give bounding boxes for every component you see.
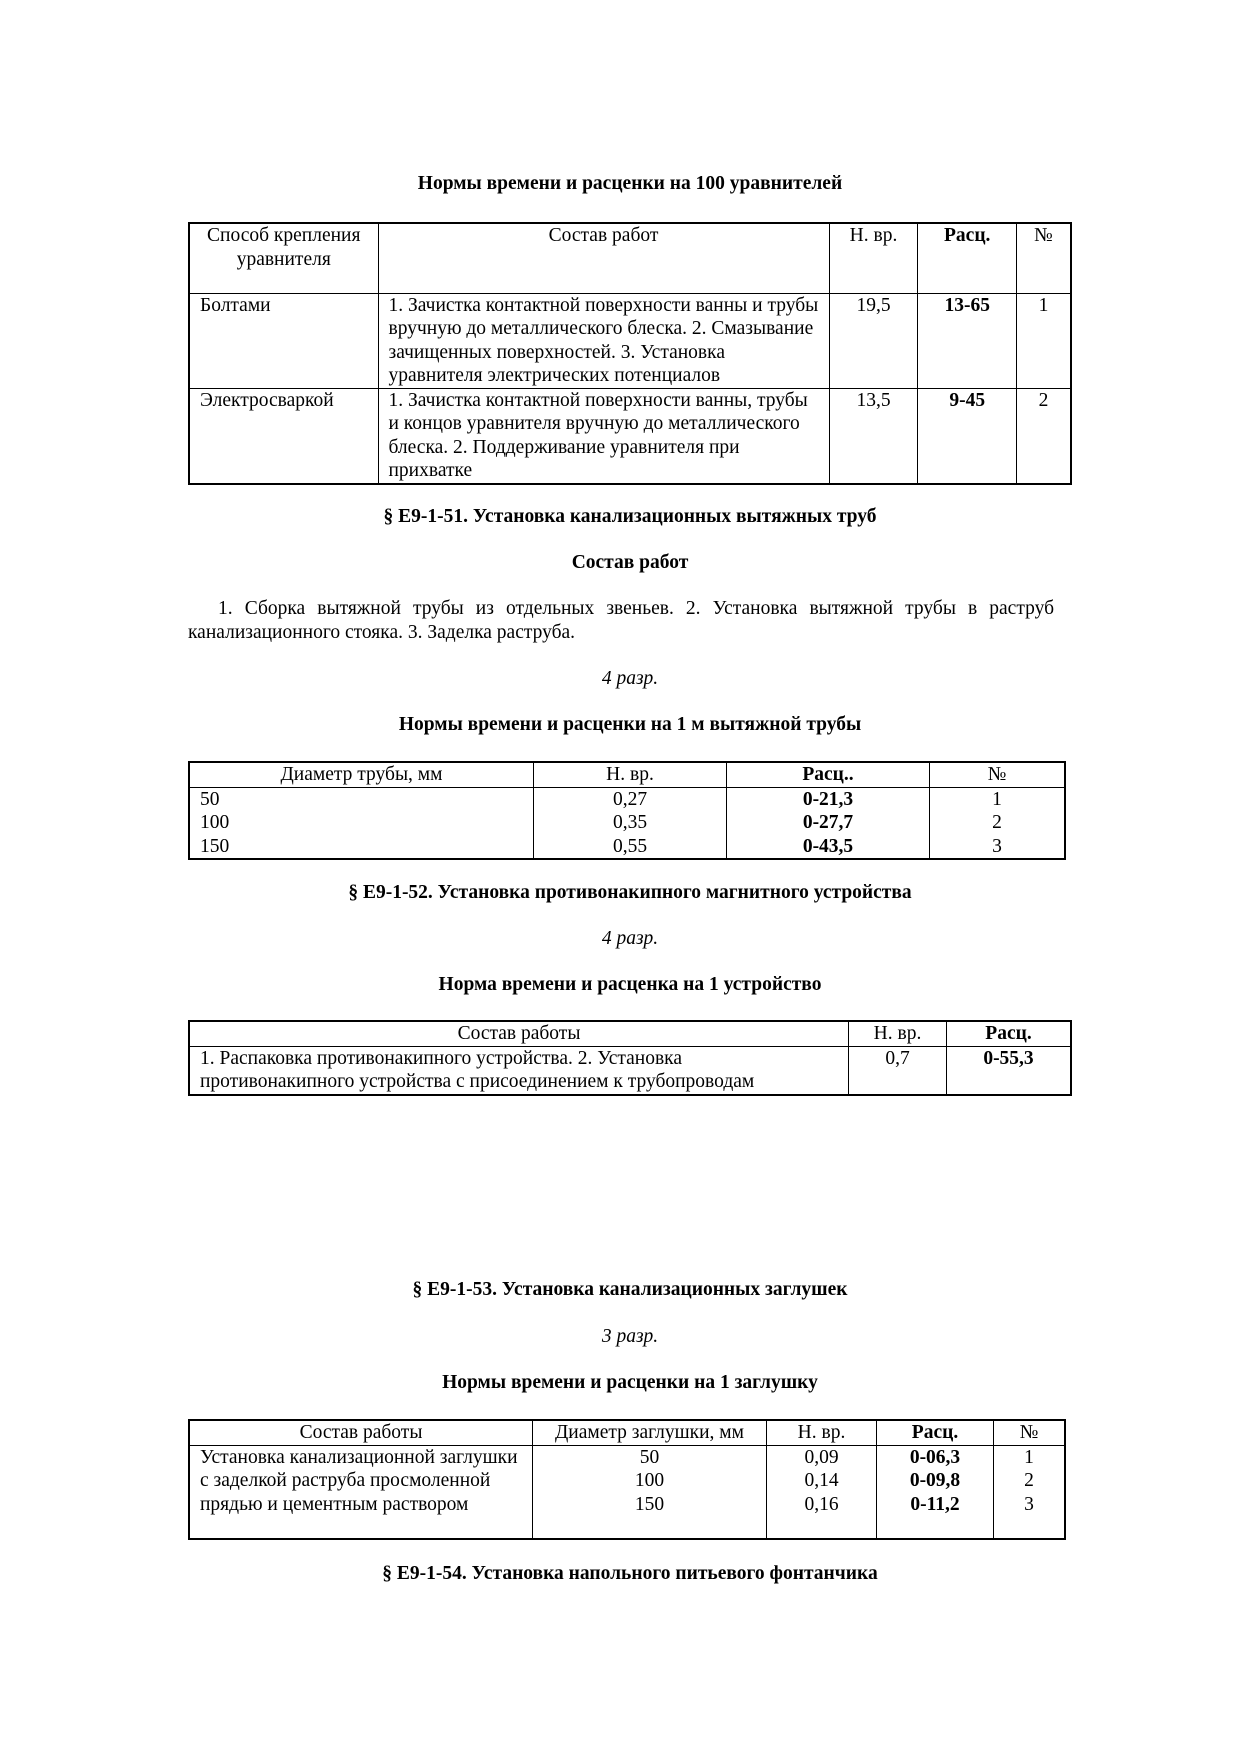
cell-norm: 0,35 [534, 811, 727, 835]
table-row [189, 1445, 1065, 1539]
header-no: № [994, 1420, 1066, 1445]
table-row [189, 811, 1065, 835]
header-norm: Н. вр. [849, 1021, 947, 1046]
cell-norm: 13,5 [829, 388, 918, 484]
no-value: 3 [1024, 1493, 1034, 1515]
header-work: Состав работы [189, 1420, 533, 1445]
cell-no: 1 [930, 787, 1066, 811]
table-row [189, 293, 1071, 388]
header-rate: Расц. [877, 1420, 994, 1445]
header-norm: Н. вр. [534, 762, 727, 787]
table-header-row [189, 762, 1065, 787]
cell-diameters [533, 1445, 767, 1539]
plugs-table [188, 1419, 1066, 1540]
table-header-row [189, 1021, 1071, 1046]
section-heading-54: § Е9-1-54. Установка напольного питьевого фонтанчика [382, 1563, 878, 1584]
no-value: 1 [1024, 1446, 1034, 1468]
cell-work: 1. Зачистка контактной поверхности ванны и трубы вручную до металлического блеска. 2. Смазывание зачищенных поверхностей. 3. Установка уравнителя электрических потенциалов [378, 293, 829, 388]
diameter-value: 100 [634, 1470, 665, 1491]
cell-no: 2 [930, 811, 1066, 835]
cell-rates [877, 1445, 994, 1539]
diameter-value: 50 [639, 1446, 660, 1468]
header-rate: Расц. [947, 1021, 1072, 1046]
header-norm: Н. вр. [767, 1420, 877, 1445]
cell-rate: 0-21,3 [727, 787, 930, 811]
header-no: № [1016, 223, 1071, 293]
cell-no: 2 [1016, 388, 1071, 484]
cell-norm: 19,5 [829, 293, 918, 388]
table-row [189, 1046, 1071, 1095]
rate-value: 0-09,8 [909, 1470, 961, 1491]
rate-value: 0-11,2 [910, 1493, 960, 1515]
cell-diameter: 100 [189, 811, 534, 835]
table-header-row [189, 1420, 1065, 1445]
diameter-value: 150 [634, 1493, 665, 1515]
cell-norm: 0,7 [849, 1046, 947, 1095]
device-table [188, 1020, 1072, 1096]
cell-diameter: 50 [189, 787, 534, 811]
cell-work: 1. Распаковка противонакипного устройства. 2. Установка противонакипного устройства с присоединением к трубопроводам [189, 1046, 849, 1095]
cell-rate: 0-55,3 [947, 1046, 1072, 1095]
norm-value: 0,14 [804, 1470, 839, 1491]
cell-norm: 0,27 [534, 787, 727, 811]
header-diameter: Диаметр заглушки, мм [533, 1420, 767, 1445]
section-heading-52: § Е9-1-52. Установка противонакипного магнитного устройства [348, 882, 912, 903]
header-work: Состав работы [189, 1021, 849, 1046]
cell-work: 1. Зачистка контактной поверхности ванны, трубы и концов уравнителя вручную до металлического блеска. 2. Поддерживание уравнителя при прихватке [378, 388, 829, 484]
norm-value: 0,16 [804, 1493, 839, 1515]
table-row [189, 787, 1065, 811]
table-title-plugs: Нормы времени и расценки на 1 заглушку [442, 1372, 818, 1393]
table-title-device: Норма времени и расценка на 1 устройство [438, 974, 822, 995]
header-no: № [930, 762, 1066, 787]
cell-rate: 13-65 [918, 293, 1016, 388]
table-title-pipes: Нормы времени и расценки на 1 м вытяжной трубы [398, 714, 862, 735]
work-heading: Состав работ [571, 552, 689, 573]
table-row [189, 835, 1065, 860]
cell-diameter: 150 [189, 835, 534, 860]
table-row [189, 388, 1071, 484]
cell-method: Электросваркой [189, 388, 378, 484]
norm-value: 0,09 [804, 1446, 839, 1468]
header-method: Способ крепления уравнителя [189, 223, 378, 293]
table-title-equalizers: Нормы времени и расценки на 100 уравнителей [417, 173, 843, 194]
grade-label: 4 разр. [601, 668, 659, 689]
cell-work: Установка канализационной заглушки с заделкой раструба просмоленной прядью и цементным раствором [189, 1445, 533, 1539]
header-rate: Расц.. [727, 762, 930, 787]
cell-no: 1 [1016, 293, 1071, 388]
cell-method: Болтами [189, 293, 378, 388]
work-description: 1. Сборка вытяжной трубы из отдельных звеньев. 2. Установка вытяжной трубы в раструб канализационного стояка. 3. Заделка раструба. [188, 598, 1054, 643]
pipes-table [188, 761, 1066, 860]
cell-no: 3 [930, 835, 1066, 860]
header-work: Состав работ [378, 223, 829, 293]
no-value: 2 [1024, 1470, 1034, 1491]
header-diameter: Диаметр трубы, мм [189, 762, 534, 787]
cell-norm: 0,55 [534, 835, 727, 860]
cell-norms [767, 1445, 877, 1539]
cell-rate: 0-27,7 [727, 811, 930, 835]
cell-rate: 9-45 [918, 388, 1016, 484]
cell-rate: 0-43,5 [727, 835, 930, 860]
header-rate: Расц. [918, 223, 1016, 293]
grade-label: 3 разр. [601, 1326, 659, 1347]
header-norm: Н. вр. [829, 223, 918, 293]
cell-nos [994, 1445, 1066, 1539]
section-heading-53: § Е9-1-53. Установка канализационных заглушек [412, 1279, 848, 1300]
grade-label: 4 разр. [601, 928, 659, 949]
rate-value: 0-06,3 [909, 1446, 961, 1468]
section-heading-51: § Е9-1-51. Установка канализационных вытяжных труб [383, 506, 877, 527]
table-header-row [189, 223, 1071, 293]
equalizers-table [188, 222, 1072, 485]
